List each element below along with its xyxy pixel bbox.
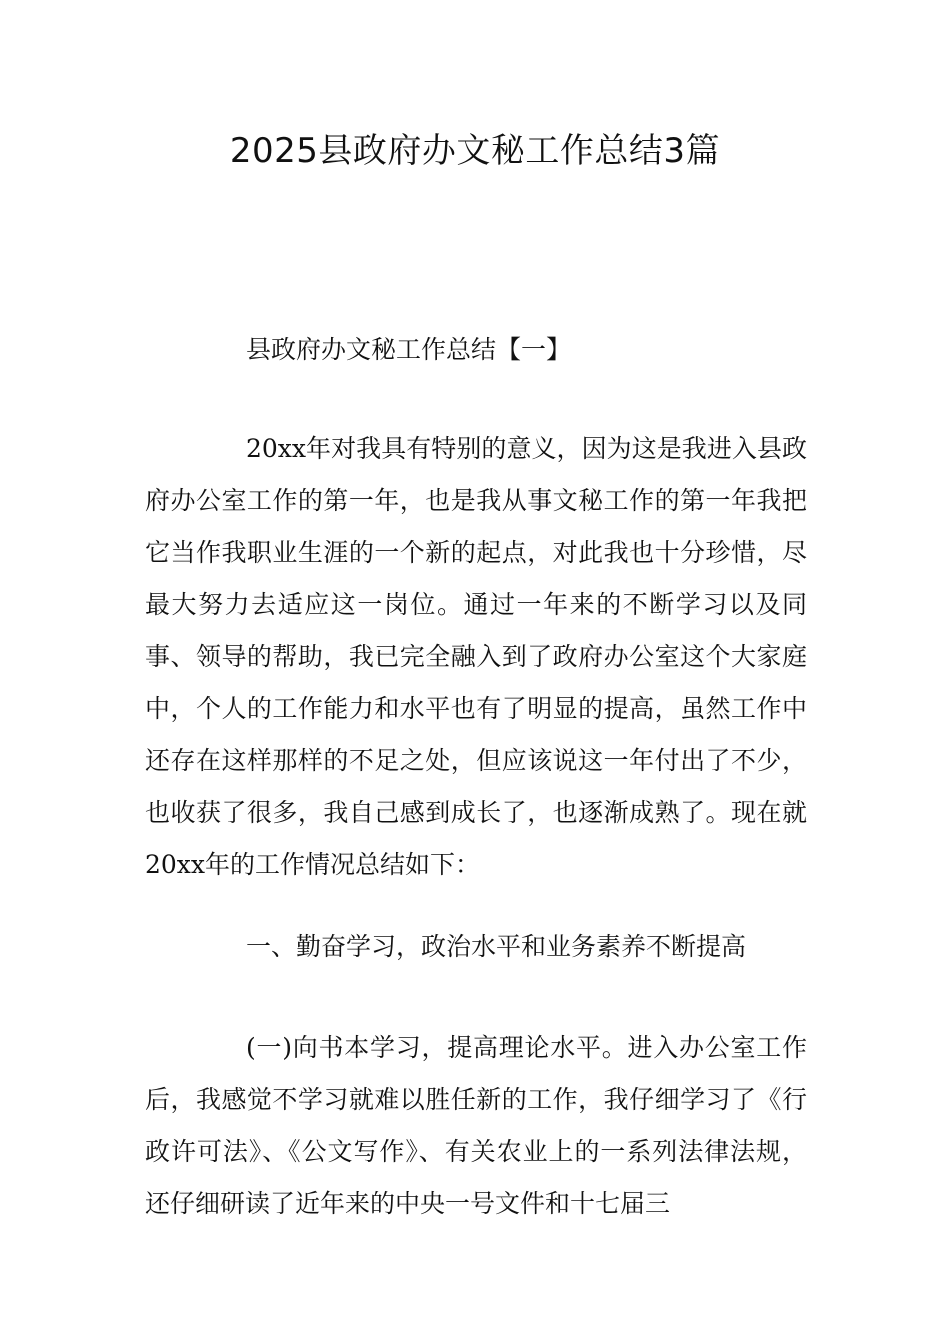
body-paragraph-2: (一)向书本学习，提高理论水平。进入办公室工作后，我感觉不学习就难以胜任新的工作，我仔细学习了《行政许可法》、《公文写作》、有关农业上的一系列法律法规，还仔细研读了近年来的中央一号文件和十七届三 [145,1033,807,1218]
section-title: 县政府办文秘工作总结【一】 [246,335,572,364]
body-paragraph-1: 20xx年对我具有特别的意义，因为这是我进入县政府办公室工作的第一年，也是我从事文秘工作的第一年我把它当作我职业生涯的一个新的起点，对此我也十分珍惜，尽最大努力去适应这一岗位。通过一年来的不断学习以及同事、领导的帮助，我已完全融入到了政府办公室这个大家庭中，个人的工作能力和水平也有了明显的提高，虽然工作中还存在这样那样的不足之处，但应该说这一年付出了不少，也收获了很多，我自己感到成长了，也逐渐成熟了。现在就20xx年的工作情况总结如下： [145,434,807,879]
section-heading-1: 一、勤奋学习，政治水平和业务素养不断提高 [246,932,747,961]
document-title: 2025县政府办文秘工作总结3篇 [229,131,721,171]
